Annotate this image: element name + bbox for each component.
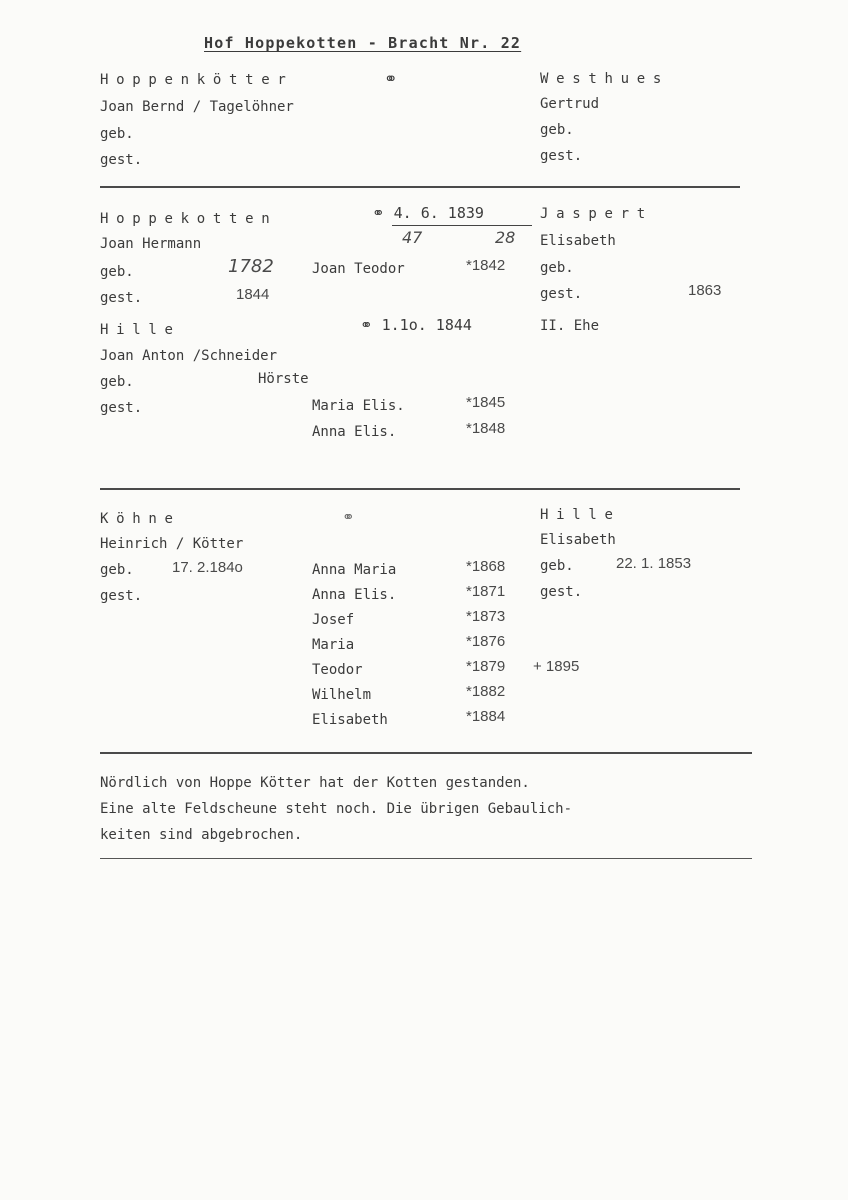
s3-wife-geb-label: geb. <box>540 558 574 574</box>
s2-child-2-name: Anna Elis. <box>312 424 397 440</box>
s1-gest-label: gest. <box>100 152 143 168</box>
s3-wife-name: Elisabeth <box>540 532 616 548</box>
s3-child-5-year: *1879 <box>466 658 506 675</box>
s3-husband-surname: Köhne <box>100 511 181 527</box>
s1-wife-gest-label: gest. <box>540 148 583 164</box>
s2-wife-surname: Jaspert <box>540 206 653 222</box>
s2-second-gest-label: gest. <box>100 400 143 416</box>
s3-child-7-year: *1884 <box>466 708 506 725</box>
divider-2 <box>100 488 740 490</box>
s3-gest-label: gest. <box>100 588 143 604</box>
s2-age-wife: 28 <box>495 228 516 247</box>
s2-geb-year: 1782 <box>228 256 274 277</box>
s2-child-1-name: Maria Elis. <box>312 398 405 414</box>
s2-second-geb-label: geb. <box>100 374 134 390</box>
s3-geb-date: 17. 2.184o <box>172 559 243 576</box>
s3-child-2-name: Anna Elis. <box>312 587 397 603</box>
s2-wife-gest-label: gest. <box>540 286 583 302</box>
page-title: Hof Hoppekotten - Bracht Nr. 22 <box>204 34 522 52</box>
s2-gest-label: gest. <box>100 290 143 306</box>
s2-child-name: Joan Teodor <box>312 261 405 277</box>
s2-second-name: Joan Anton /Schneider <box>100 348 278 364</box>
s2-husband-surname: Hoppekotten <box>100 211 278 227</box>
s1-wife-surname: Westhues <box>540 71 670 87</box>
s1-husband-name: Joan Bernd / Tagelöhner <box>100 99 294 115</box>
s2-age-husband: 47 <box>402 228 423 247</box>
s1-wife-name: Gertrud <box>540 96 600 112</box>
s3-geb-label: geb. <box>100 562 134 578</box>
s3-child-3-year: *1873 <box>466 608 506 625</box>
s2-second-surname: Hille <box>100 322 181 338</box>
note-line-2: Eine alte Feldscheune steht noch. Die übrigen Gebaulich- <box>100 801 573 817</box>
s3-wife-surname: Hille <box>540 507 621 523</box>
divider-1 <box>100 186 740 188</box>
s3-child-6-name: Wilhelm <box>312 687 372 703</box>
s3-child-4-year: *1876 <box>466 633 506 650</box>
s2-second-place: Hörste <box>258 371 309 387</box>
s1-geb-label: geb. <box>100 126 134 142</box>
s3-husband-name: Heinrich / Kötter <box>100 536 244 552</box>
s2-child-1-year: *1845 <box>466 394 506 411</box>
s3-child-1-year: *1868 <box>466 558 506 575</box>
s1-husband-surname: Hoppenkötter <box>100 72 294 88</box>
s2-wife-name: Elisabeth <box>540 233 616 249</box>
s2-wife-gest-year: 1863 <box>688 282 722 299</box>
s3-child-6-year: *1882 <box>466 683 506 700</box>
s3-child-4-name: Maria <box>312 637 355 653</box>
divider-3 <box>100 752 752 754</box>
s3-child-7-name: Elisabeth <box>312 712 388 728</box>
s3-wife-gest-label: gest. <box>540 584 583 600</box>
s2-wife-geb-label: geb. <box>540 260 574 276</box>
s3-child-5-death: + 1895 <box>533 658 580 675</box>
s3-child-3-name: Josef <box>312 612 355 628</box>
note-line-1: Nördlich von Hoppe Kötter hat der Kotten gestanden. <box>100 775 530 791</box>
s3-marriage-symbol: ⚭ <box>342 508 355 526</box>
s1-wife-geb-label: geb. <box>540 122 574 138</box>
s2-child-year: *1842 <box>466 257 506 274</box>
s3-wife-geb-date: 22. 1. 1853 <box>616 555 692 572</box>
s2-gest-year: 1844 <box>236 286 270 303</box>
s2-child-2-year: *1848 <box>466 420 506 437</box>
s2-second-note: II. Ehe <box>540 318 600 334</box>
divider-4 <box>100 858 752 859</box>
s2-geb-label: geb. <box>100 264 134 280</box>
note-line-3: keiten sind abgebrochen. <box>100 827 303 843</box>
s2-marriage-underline <box>392 225 532 226</box>
s3-child-2-year: *1871 <box>466 583 506 600</box>
s3-child-5-name: Teodor <box>312 662 363 678</box>
s3-child-1-name: Anna Maria <box>312 562 397 578</box>
s1-marriage-symbol: ⚭ <box>384 69 398 88</box>
s2-husband-name: Joan Hermann <box>100 236 202 252</box>
s2-second-marriage: ⚭ 1.1o. 1844 <box>360 316 472 334</box>
s2-marriage-date: ⚭ 4. 6. 1839 <box>372 204 484 222</box>
